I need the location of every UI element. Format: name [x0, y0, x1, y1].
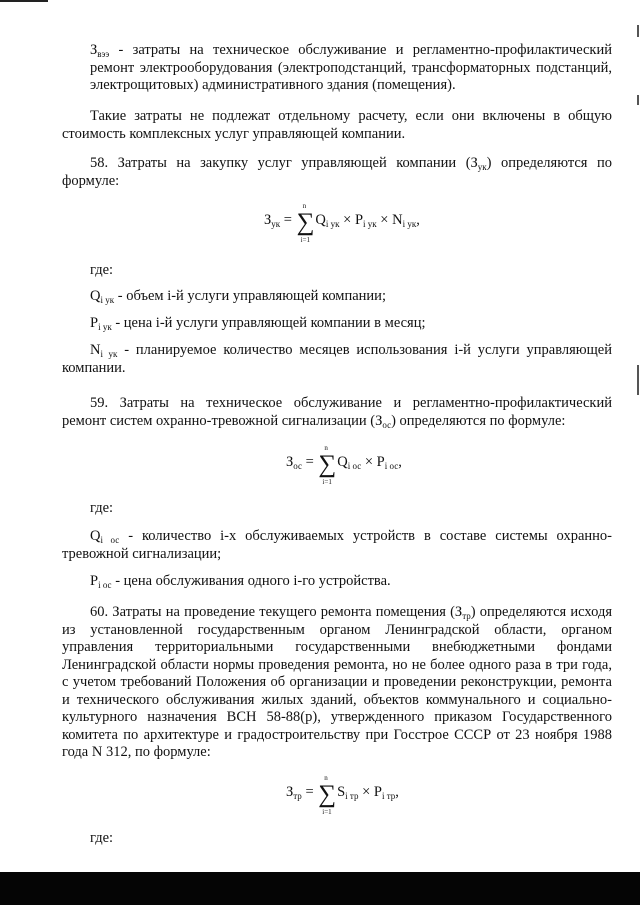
definition-n-uk [62, 342, 612, 377]
symbol-z: З [90, 42, 98, 58]
definition-q-os [62, 528, 612, 563]
definition-text: - количество i-х обслуживаемых устройств в составе системы охранно-тревожной сигнализации; [62, 528, 612, 562]
formula-term: P [354, 212, 364, 228]
definition-text: - объем i-й услуги управляющей компании; [114, 288, 386, 304]
formula-subscript: i ос [384, 461, 399, 471]
definition-p-uk [90, 315, 612, 333]
sum-lower-limit: i=1 [300, 236, 310, 244]
formula-lhs: З [286, 454, 294, 470]
definition-symbol: P [90, 573, 99, 589]
formula-lhs: З [264, 212, 272, 228]
formula-uk [264, 202, 420, 244]
sum-upper-limit: n [324, 774, 328, 782]
formula-subscript: i ук [363, 219, 377, 229]
definition-symbol: Q [90, 288, 101, 304]
scan-bottom-black-border [0, 872, 640, 905]
where-label: где: [90, 500, 114, 516]
paragraph-58 [62, 155, 612, 190]
paragraph-60 [62, 604, 612, 762]
definition-text: - затраты на техническое обслуживание и регламентно-профилактический ремонт электрооборудования (электроподстанций, трансформаторных подстанций, электрощитовых) административного здания (помещения). [90, 42, 612, 93]
formula-tr [286, 774, 399, 816]
definition-symbol: N [90, 342, 101, 358]
formula-operator: × [339, 212, 355, 228]
formula-term: Q [337, 454, 348, 470]
definition-subscript: i ос [98, 580, 112, 590]
scan-edge-mark [637, 25, 639, 37]
symbol-subscript: ос [382, 419, 392, 430]
formula-subscript: i ос [347, 461, 362, 471]
scan-edge-mark [637, 95, 639, 105]
formula-subscript: i ук [325, 219, 340, 229]
sum-lower-limit: i=1 [322, 808, 332, 816]
formula-term: P [373, 784, 382, 800]
sigma-symbol: ∑ n i=1 [318, 444, 337, 486]
paragraph-text: 60. Затраты на проведение текущего ремонта помещения (З [90, 604, 463, 620]
formula-tail: , [395, 784, 399, 800]
where-label: где: [90, 830, 114, 846]
paragraph-text: 58. Затраты на закупку услуг управляющей компании (З [90, 155, 478, 171]
paragraph-text: ) определяются по формуле: [391, 412, 566, 429]
definition-symbol: Q [90, 528, 101, 544]
paragraph-zeez-definition [90, 42, 612, 95]
formula-subscript: тр [293, 791, 302, 801]
paragraph-59 [62, 395, 612, 430]
definition-subscript: i ос [100, 535, 120, 545]
formula-equals: = [301, 784, 318, 800]
formula-equals: = [301, 454, 318, 470]
definition-text: - цена обслуживания одного i-го устройства. [111, 573, 391, 589]
scan-top-edge-line [0, 0, 48, 2]
formula-term: P [376, 454, 385, 470]
formula-operator: × [376, 212, 393, 228]
paragraph-text: ) определяются исходя из установленной государственным органом Ленинградской области, органом управления территориальными государственными внебюджетными фондами Ленинградской области нормы проведения ремонта, но не более одного раза в три года, с учетом требований Положения об организации и проведении реконструкции, ремонта и технического обслуживания жилых зданий, объектов коммунального и социально-культурного назначения ВСН 58-88(р), утвержденного приказом Государственного комитета по архитектуре и градостроительству при Госстрое СССР от 23 ноября 1988 года N 312, по формуле: [62, 604, 612, 760]
definition-text: - планируемое количество месяцев использования i-й услуги управляющей компании. [62, 342, 612, 376]
paragraph-text: ) определяются по формуле: [62, 155, 612, 189]
symbol-subscript: тр [462, 611, 471, 621]
sigma-symbol: ∑ n i=1 [318, 774, 337, 816]
formula-term: N [392, 212, 403, 228]
formula-subscript: i тр [381, 791, 396, 801]
formula-subscript: i тр [345, 791, 359, 801]
symbol-subscript: ук [477, 162, 487, 172]
paragraph-text: 59. Затраты на техническое обслуживание и регламентно-профилактический ремонт систем охранно-тревожной сигнализации (З [62, 395, 612, 429]
definition-q-uk [90, 288, 612, 306]
formula-term: Q [315, 212, 326, 228]
formula-term: S [337, 784, 346, 800]
sum-upper-limit: n [324, 444, 328, 452]
sigma-symbol: ∑ n i=1 [296, 202, 315, 244]
formula-os [286, 444, 402, 486]
formula-tail: , [416, 212, 420, 228]
definition-p-os [90, 573, 612, 591]
where-label: где: [90, 262, 114, 278]
formula-equals: = [280, 212, 296, 228]
formula-subscript: ук [271, 219, 281, 229]
formula-subscript: i ук [402, 219, 417, 229]
definition-text: - цена i-й услуги управляющей компании в месяц; [111, 315, 426, 331]
definition-subscript: i ук [100, 295, 115, 305]
formula-tail: , [398, 454, 402, 470]
symbol-subscript: вээ [97, 49, 110, 59]
scan-edge-mark [637, 365, 639, 395]
definition-subscript: i ук [100, 349, 118, 359]
formula-operator: × [358, 784, 374, 800]
sum-lower-limit: i=1 [322, 478, 332, 486]
sum-upper-limit: n [302, 202, 307, 210]
paragraph-note: Такие затраты не подлежат отдельному расчету, если они включены в общую стоимость комплексных услуг управляющей компании. [62, 108, 612, 142]
definition-symbol: P [90, 315, 99, 331]
formula-operator: × [361, 454, 377, 470]
formula-lhs: З [286, 784, 294, 800]
definition-subscript: i ук [98, 322, 112, 332]
formula-subscript: ос [293, 461, 302, 471]
